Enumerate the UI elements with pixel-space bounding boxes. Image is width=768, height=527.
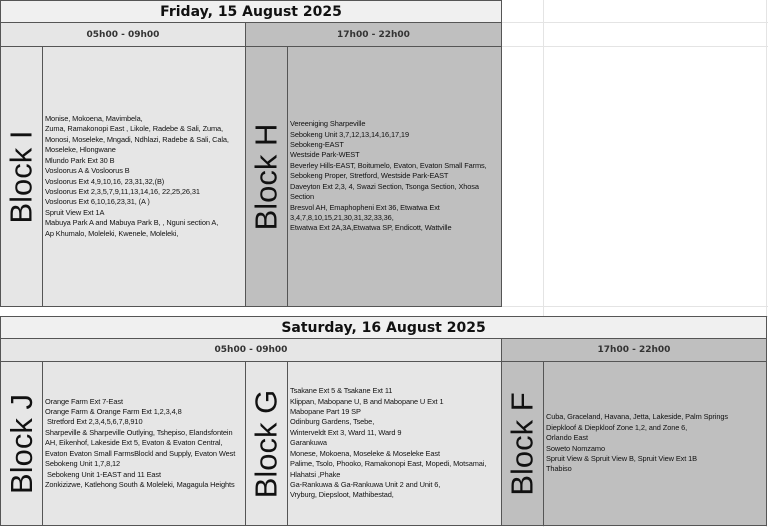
block-name: Block F — [504, 391, 540, 496]
block-label — [245, 46, 288, 307]
time-slot-morning: 05h00 - 09h00 — [0, 338, 502, 362]
area-line: Sharpeville & Sharpeville Outlying, Tshepiso, Elandsfontein — [45, 427, 233, 437]
area-line: Orange Farm & Orange Farm Ext 1,2,3,4,8 — [45, 407, 182, 417]
area-line: Sebokeng Unit 1,7,8,12 — [45, 459, 121, 469]
block-name: Block H — [248, 123, 284, 230]
area-line: Zonkizizwe, Katlehong South & Moleleki, Magagula Heights — [45, 479, 235, 489]
area-list — [287, 46, 502, 307]
area-line: Section — [290, 192, 314, 202]
area-line: Diepkloof & Diepkloof Zone 1,2, and Zone 6, — [546, 422, 688, 432]
area-line: Hlahatsi ,Phake — [290, 469, 341, 479]
area-line: Vosloorus Ext 6,10,16,23,31, (A ) — [45, 197, 150, 207]
area-line: Vosloorus A & Vosloorus B — [45, 166, 130, 176]
area-line: Mabopane Part 19 SP — [290, 407, 361, 417]
area-line: Etwatwa Ext 2A,3A,Etwatwa SP, Endicott, Wattville — [290, 223, 452, 233]
area-line: Vosloorus Ext 4,9,10,16, 23,31,32,(B) — [45, 176, 165, 186]
time-slot-evening: 17h00 - 22h00 — [245, 22, 502, 47]
area-line: 3,4,7,8,10,15,21,30,31,32,33,36, — [290, 212, 394, 222]
area-line: Klippan, Mabopane U, B and Mabopane U Ext 1 — [290, 396, 444, 406]
time-slot-evening: 17h00 - 22h00 — [501, 338, 767, 362]
area-line: Moseleke, Hlongwane — [45, 145, 116, 155]
block-name: Block J — [3, 393, 39, 494]
area-line: Sebokeng Proper, Stretford, Westside Park-EAST — [290, 171, 449, 181]
time-slot-morning: 05h00 - 09h00 — [0, 22, 246, 47]
area-line: Monese, Mokoena, Moseleke & Moseleke East — [290, 448, 440, 458]
day-title-friday: Friday, 15 August 2025 — [0, 0, 502, 23]
area-line: Orange Farm Ext 7-East — [45, 396, 123, 406]
area-line: Westside Park-WEST — [290, 150, 360, 160]
area-line: Winterveldt Ext 3, Ward 11, Ward 9 — [290, 427, 402, 437]
area-line: Garankuwa — [290, 438, 327, 448]
area-line: Sebokeng-EAST — [290, 140, 344, 150]
area-line: Evaton Evaton Small FarmsBlockl and Supply, Evaton West — [45, 448, 236, 458]
area-line: Stretford Ext 2,3,4,5,6,7,8,910 — [45, 417, 143, 427]
block-label — [0, 361, 43, 526]
block-name: Block G — [248, 389, 284, 498]
area-line: Bresvol AH, Emaphopheni Ext 36, Etwatwa Ext — [290, 202, 440, 212]
block-name: Block I — [3, 129, 39, 224]
area-line: Spruit View & Spruit View B, Spruit View Ext 1B — [546, 453, 697, 463]
area-line: Soweto Nomzamo — [546, 443, 605, 453]
area-line: Monosi, Moseleke, Mngadi, Ndhlazi, Radebe & Sali, Cala, — [45, 134, 229, 144]
block-label — [0, 46, 43, 307]
area-line: Vryburg, Diepsloot, Mathibestad, — [290, 490, 394, 500]
area-line: Spruit View Ext 1A — [45, 207, 105, 217]
area-line: Sebokeng Unit 3,7,12,13,14,16,17,19 — [290, 129, 409, 139]
area-list — [42, 361, 246, 526]
area-line: Ga-Rankuwa & Ga-Rankuwa Unit 2 and Unit 6, — [290, 479, 441, 489]
area-line: Vereeniging Sharpeville — [290, 119, 366, 129]
area-line: Sebokeng Unit 1-EAST and 11 East — [45, 469, 161, 479]
block-label — [245, 361, 288, 526]
area-line: Palime, Tsolo, Phooko, Ramakonopi East, Mopedi, Motsamai, — [290, 459, 487, 469]
area-line: Mabuya Park A and Mabuya Park B, , Nguni section A, — [45, 218, 219, 228]
area-list — [543, 361, 767, 526]
area-line: Zuma, Ramakonopi East , Likole, Radebe & Sali, Zuma, — [45, 124, 224, 134]
area-list — [42, 46, 246, 307]
area-line: Monise, Mokoena, Mavimbela, — [45, 114, 143, 124]
day-title-saturday: Saturday, 16 August 2025 — [0, 316, 767, 339]
area-line: Tsakane Ext 5 & Tsakane Ext 11 — [290, 386, 393, 396]
area-line: Orlando East — [546, 433, 588, 443]
area-line: Cuba, Graceland, Havana, Jetta, Lakeside, Palm Springs — [546, 412, 728, 422]
area-line: Ap Khumalo, Moleleki, Kwenele, Moleleki, — [45, 228, 179, 238]
area-list — [287, 361, 502, 526]
area-line: Beverley Hills-EAST, Boitumelo, Evaton, Evaton Small Farms, — [290, 160, 487, 170]
area-line: Thabiso — [546, 464, 572, 474]
area-line: Mlundo Park Ext 30 B — [45, 155, 115, 165]
area-line: AH, Eikenhof, Lakeside Ext 5, Evaton & Evaton Central, — [45, 438, 223, 448]
area-line: Odinburg Gardens, Tsebe, — [290, 417, 375, 427]
block-label — [501, 361, 544, 526]
area-line: Vosloorus Ext 2,3,5,7,9,11,13,14,16, 22,25,26,31 — [45, 186, 200, 196]
area-line: Daveyton Ext 2,3, 4, Swazi Section, Tsonga Section, Xhosa — [290, 181, 479, 191]
